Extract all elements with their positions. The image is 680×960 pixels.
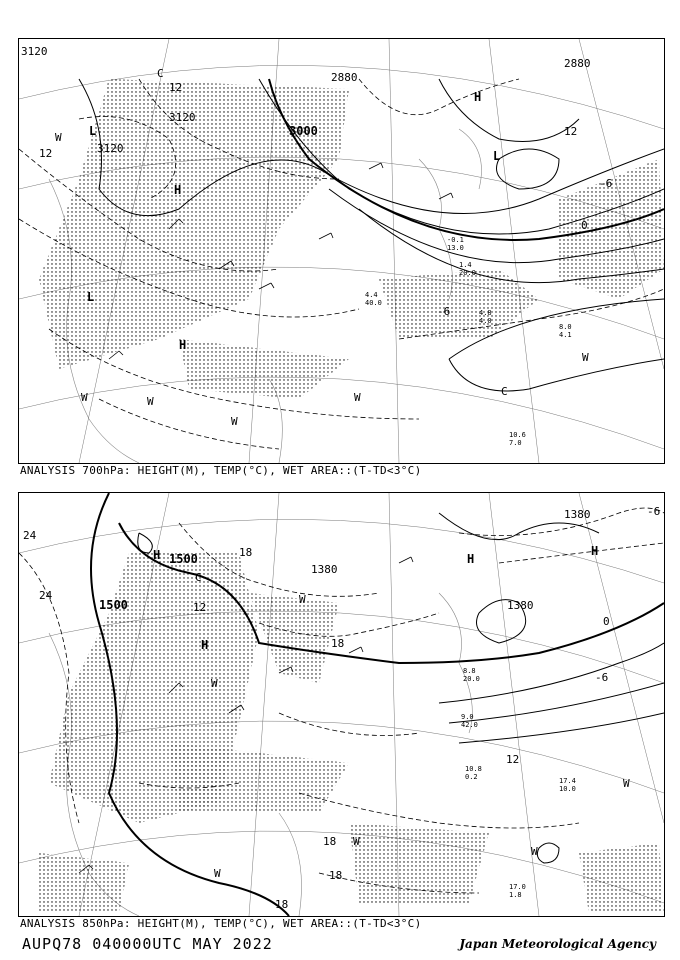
contour-label: 1380: [311, 563, 338, 576]
area-mark: W: [353, 835, 360, 848]
pressure-center-high: H: [467, 552, 475, 566]
station-value: 4.4 40.0: [365, 291, 382, 307]
contour-label: 2880: [564, 57, 591, 70]
chart-code-and-time: AUPQ78 040000UTC MAY 2022: [22, 935, 273, 953]
area-mark: C: [157, 67, 164, 80]
analysis-700hpa-map: [18, 38, 665, 464]
area-mark: W: [582, 351, 589, 364]
temp-label: -6: [437, 305, 451, 318]
area-mark: W: [214, 867, 221, 880]
pressure-center-high: H: [179, 338, 187, 352]
station-value: 8.8 20.0: [463, 667, 480, 683]
temp-label: 18: [239, 546, 253, 559]
station-value: 17.0 1.8: [509, 883, 526, 899]
agency-credit: Japan Meteorological Agency: [459, 937, 656, 951]
station-value: 8.0 4.1: [559, 323, 572, 339]
pressure-center-low: L: [89, 124, 97, 138]
temp-label: 12: [506, 753, 520, 766]
pressure-center-low: L: [87, 290, 95, 304]
area-mark: W: [299, 593, 306, 606]
area-mark: W: [147, 395, 154, 408]
area-mark: W: [55, 131, 62, 144]
temp-label: -6: [647, 505, 661, 518]
pressure-center-high: H: [474, 90, 482, 104]
temp-label: 0: [581, 219, 588, 232]
pressure-center-low: L: [493, 149, 501, 163]
area-mark: W: [211, 677, 218, 690]
area-mark: W: [354, 391, 361, 404]
map-700hpa-svg: [19, 39, 664, 463]
analysis-850hpa-map: [18, 492, 665, 917]
temp-label: 12: [39, 147, 53, 160]
station-value: 10.6 7.0: [509, 431, 526, 447]
temp-label: 12: [193, 601, 207, 614]
area-mark: W: [81, 391, 88, 404]
station-value: 10.8 0.2: [465, 765, 482, 781]
pressure-center-high: H: [591, 544, 599, 558]
temp-label: 24: [39, 589, 53, 602]
pressure-center-high: H: [201, 638, 209, 652]
temp-label: 18: [275, 898, 289, 911]
contour-label: 1500: [169, 552, 198, 566]
contour-label: 3120: [169, 111, 196, 124]
contour-label: 2880: [331, 71, 358, 84]
contour-label: 1500: [99, 598, 128, 612]
pressure-center-high: H: [153, 548, 161, 562]
contour-label: 1380: [507, 599, 534, 612]
caption-850hpa: ANALYSIS 850hPa: HEIGHT(M), TEMP(°C), WET AREA::(T-TD<3°C): [20, 917, 422, 930]
temp-label: 12: [564, 125, 578, 138]
temp-label: 18: [323, 835, 337, 848]
station-value: -0.1 13.0: [447, 236, 464, 252]
temp-label: 24: [23, 529, 37, 542]
area-mark: W: [531, 845, 538, 858]
temp-label: 0: [603, 615, 610, 628]
pressure-center-high: H: [174, 183, 182, 197]
area-mark: C: [195, 571, 202, 584]
temp-label: -6: [599, 177, 613, 190]
temp-label: -6: [595, 671, 609, 684]
station-value: 17.4 10.0: [559, 777, 576, 793]
area-mark: C: [501, 385, 508, 398]
map-850hpa-svg: [19, 493, 664, 916]
area-mark: W: [231, 415, 238, 428]
caption-700hpa: ANALYSIS 700hPa: HEIGHT(M), TEMP(°C), WET AREA::(T-TD<3°C): [20, 464, 422, 477]
station-value: 1.4 20.0: [459, 261, 476, 277]
station-value: 4.8 4.0: [479, 309, 492, 325]
contour-label: 1380: [564, 508, 591, 521]
contour-label: 3120: [97, 142, 124, 155]
temp-label: 18: [329, 869, 343, 882]
temp-label: 12: [169, 81, 183, 94]
area-mark: W: [623, 777, 630, 790]
contour-label: 3120: [21, 45, 48, 58]
temp-label: 18: [331, 637, 345, 650]
station-value: 9.0 42.0: [461, 713, 478, 729]
contour-label: 3000: [289, 124, 318, 138]
